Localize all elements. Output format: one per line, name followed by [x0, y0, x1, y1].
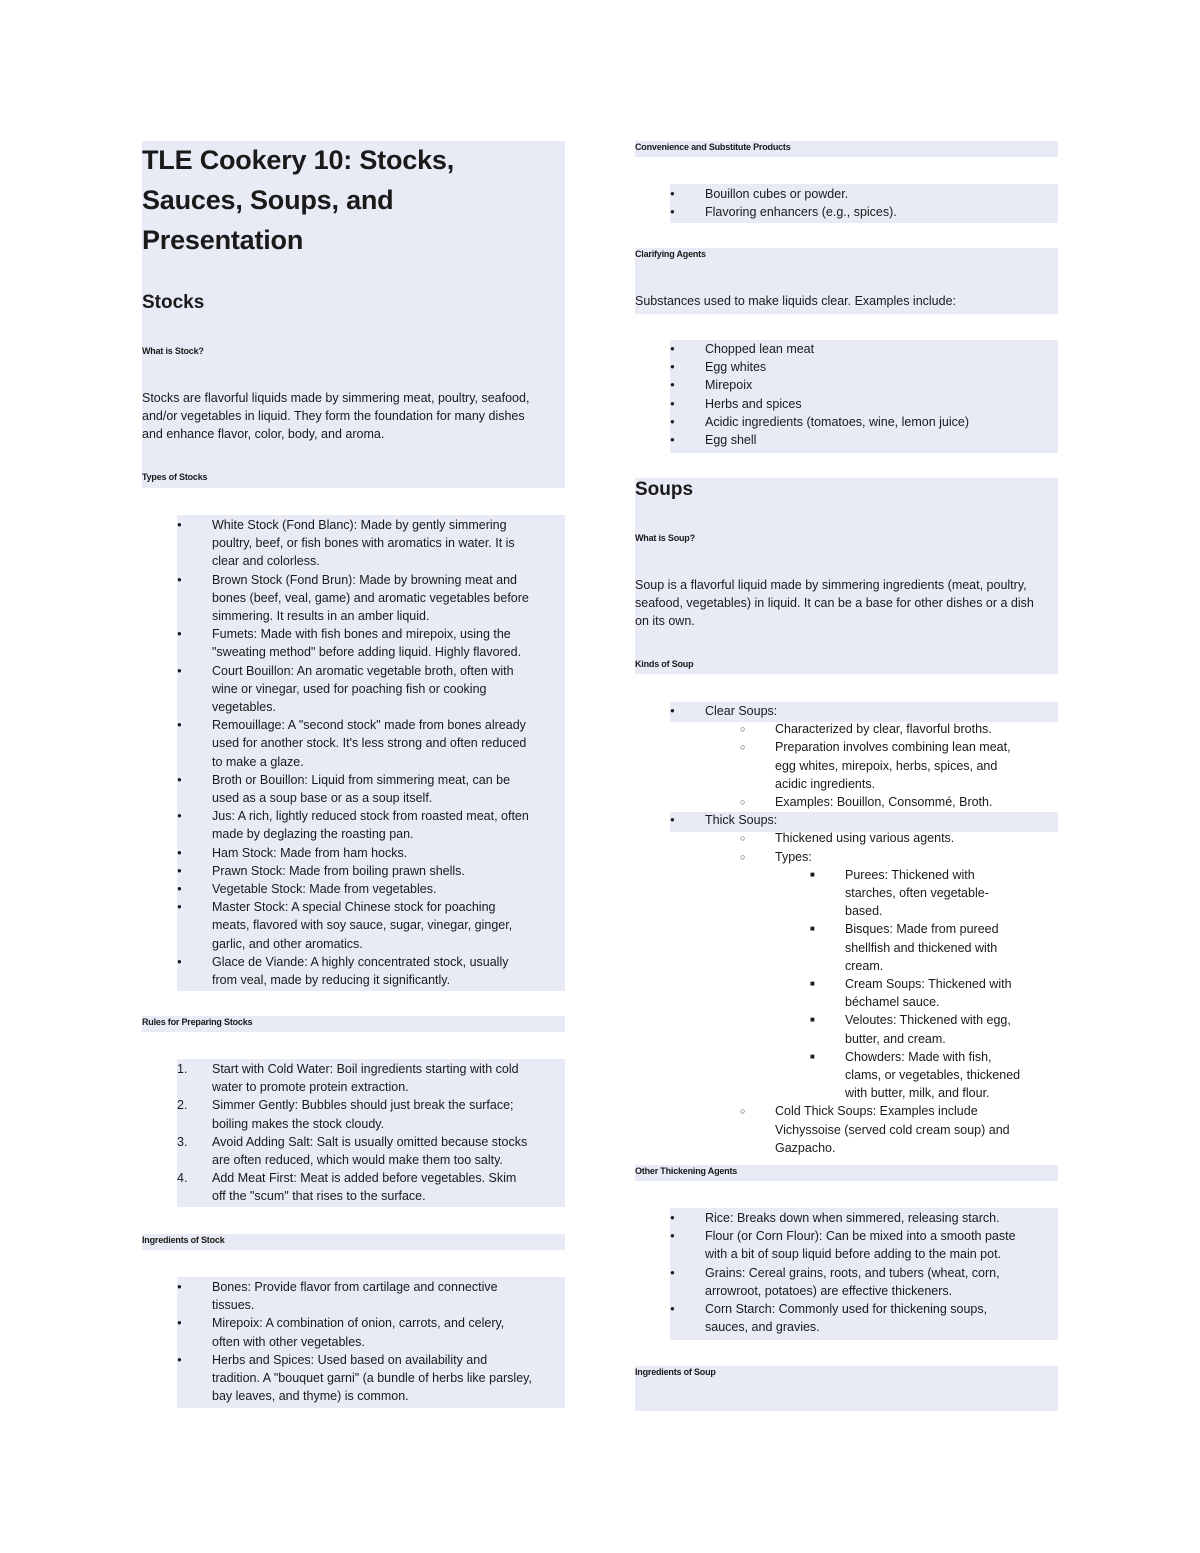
convenience-heading: Convenience and Substitute Products [635, 142, 791, 152]
thick-soups-sublist [740, 829, 1025, 1157]
what-is-soup-text: Soup is a flavorful liquid made by simmering ingredients (meat, poultry, seafood, vegetables) in liquid. It can be a base for other dishes or a dish on its own. [635, 578, 1034, 628]
rules-heading: Rules for Preparing Stocks [142, 1017, 253, 1027]
thick-soup-types-list [810, 866, 1025, 1103]
list-item: ● Bones: Provide flavor from cartilage and connective tissues. [177, 1278, 532, 1314]
list-item: ● Bouillon cubes or powder. [670, 185, 1025, 203]
list-item: ● Herbs and spices [670, 395, 1025, 413]
list-item: ● Prawn Stock: Made from boiling prawn shells. [177, 862, 532, 880]
list-item: ● Egg shell [670, 431, 1025, 449]
list-item-label: Thick Soups: [705, 813, 778, 828]
clear-soups-sublist [740, 720, 1025, 811]
kinds-of-soup-heading: Kinds of Soup [635, 659, 694, 669]
list-item: ● Chopped lean meat [670, 340, 1025, 358]
list-item: ○ Preparation involves combining lean meat, egg whites, mirepoix, herbs, spices, and acidic ingredients. [740, 738, 1025, 793]
list-item [177, 1060, 532, 1096]
list-item-text: Add Meat First: Meat is added before vegetables. Skim off the "scum" that rises to the surface. [212, 1171, 517, 1204]
what-is-stock-heading: What is Stock? [142, 346, 204, 356]
list-number: 2. [177, 1098, 188, 1113]
list-item-text: Simmer Gently: Bubbles should just break the surface; boiling makes the stock cloudy. [212, 1098, 514, 1131]
list-item: ● Fumets: Made with fish bones and mirepoix, using the "sweating method" before adding liquid. Highly flavored. [177, 625, 532, 661]
list-item [177, 1133, 532, 1169]
ingredients-of-stock-list [177, 1278, 532, 1405]
list-item: ● Acidic ingredients (tomatoes, wine, lemon juice) [670, 413, 1025, 431]
list-item: ○ Examples: Bouillon, Consommé, Broth. [740, 793, 1025, 811]
list-item: ● Grains: Cereal grains, roots, and tubers (wheat, corn, arrowroot, potatoes) are effective thickeners. [670, 1264, 1025, 1300]
list-item: ● Court Bouillon: An aromatic vegetable broth, often with wine or vinegar, used for poaching fish or cooking vegetables. [177, 662, 532, 717]
list-item: ● Egg whites [670, 358, 1025, 376]
list-number: 3. [177, 1134, 188, 1149]
document-title: TLE Cookery 10: Stocks, Sauces, Soups, and Presentation [142, 145, 455, 255]
types-of-stocks-heading: Types of Stocks [142, 472, 208, 482]
list-item-thick-soups [670, 811, 1025, 1157]
list-item [177, 1096, 532, 1132]
list-item: ● White Stock (Fond Blanc): Made by gently simmering poultry, beef, or fish bones with aromatics in water. It is clear and colorless. [177, 516, 532, 571]
list-item: ■ Purees: Thickened with starches, often vegetable-based. [810, 866, 1025, 921]
list-item-text: Avoid Adding Salt: Salt is usually omitted because stocks are often reduced, which would make them too salty. [212, 1134, 528, 1168]
list-item: ■ Bisques: Made from pureed shellfish and thickened with cream. [810, 920, 1025, 975]
list-item [177, 1169, 532, 1205]
rules-list [177, 1060, 532, 1206]
list-number: 4. [177, 1171, 188, 1186]
other-thickening-agents-list [670, 1209, 1025, 1336]
list-item: ■ Cream Soups: Thickened with béchamel sauce. [810, 975, 1025, 1011]
other-thickening-agents-heading: Other Thickening Agents [635, 1166, 738, 1176]
list-item: ● Jus: A rich, lightly reduced stock from roasted meat, often made by deglazing the roasting pan. [177, 807, 532, 843]
list-item: ● Broth or Bouillon: Liquid from simmering meat, can be used as a soup base or as a soup itself. [177, 771, 532, 807]
what-is-soup-heading: What is Soup? [635, 533, 695, 543]
what-is-stock-text: Stocks are flavorful liquids made by simmering meat, poultry, seafood, and/or vegetables in liquid. They form the foundation for many dishes and enhance flavor, color, body, and aroma. [142, 391, 530, 441]
clarifying-agents-list [670, 340, 1025, 449]
stocks-heading: Stocks [142, 292, 205, 313]
list-item: ● Master Stock: A special Chinese stock for poaching meats, flavored with soy sauce, sugar, vinegar, ginger, garlic, and other aromatics. [177, 898, 532, 953]
soups-heading: Soups [635, 479, 694, 500]
kinds-of-soup-list [670, 702, 1025, 1157]
list-item-clear-soups [670, 702, 1025, 811]
list-item: ■ Chowders: Made with fish, clams, or vegetables, thickened with butter, milk, and flour. [810, 1048, 1025, 1103]
list-item: ● Flour (or Corn Flour): Can be mixed into a smooth paste with a bit of soup liquid before adding to the main pot. [670, 1227, 1025, 1263]
list-item-types [740, 848, 1025, 1103]
convenience-list [670, 185, 1025, 221]
list-item: ● Herbs and Spices: Used based on availability and tradition. A "bouquet garni" (a bundle of herbs like parsley, bay leaves, and thyme) is common. [177, 1351, 532, 1406]
list-item: ● Flavoring enhancers (e.g., spices). [670, 203, 1025, 221]
list-item: ● Vegetable Stock: Made from vegetables. [177, 880, 532, 898]
list-item: ○ Cold Thick Soups: Examples include Vichyssoise (served cold cream soup) and Gazpacho. [740, 1102, 1025, 1157]
list-item-label: Clear Soups: [705, 704, 778, 718]
list-item: ● Remouillage: A "second stock" made from bones already used for another stock. It's less strong and often reduced to make a glaze. [177, 716, 532, 771]
list-number: 1. [177, 1062, 188, 1076]
list-item-text: Start with Cold Water: Boil ingredients starting with cold water to promote protein extraction. [212, 1062, 519, 1095]
list-item: ○ Characterized by clear, flavorful broths. [740, 720, 1025, 738]
list-item: ● Mirepoix [670, 376, 1025, 394]
list-item: ● Brown Stock (Fond Brun): Made by browning meat and bones (beef, veal, game) and aromatic vegetables before simmering. It results in an amber liquid. [177, 571, 532, 626]
list-item-label: Types: [775, 849, 812, 864]
ingredients-of-stock-heading: Ingredients of Stock [142, 1235, 225, 1245]
list-item: ○ Thickened using various agents. [740, 829, 1025, 847]
list-item: ● Ham Stock: Made from ham hocks. [177, 844, 532, 862]
list-item: ● Glace de Viande: A highly concentrated stock, usually from veal, made by reducing it significantly. [177, 953, 532, 989]
list-item: ■ Veloutes: Thickened with egg, butter, and cream. [810, 1011, 1025, 1047]
clarifying-agents-text: Substances used to make liquids clear. Examples include: [635, 294, 957, 308]
list-item: ● Corn Starch: Commonly used for thickening soups, sauces, and gravies. [670, 1300, 1025, 1336]
list-item: ● Mirepoix: A combination of onion, carrots, and celery, often with other vegetables. [177, 1314, 532, 1350]
ingredients-of-soup-heading: Ingredients of Soup [635, 1367, 716, 1377]
types-of-stocks-list [177, 516, 532, 989]
clarifying-agents-heading: Clarifying Agents [635, 249, 706, 259]
list-item: ● Rice: Breaks down when simmered, releasing starch. [670, 1209, 1025, 1227]
